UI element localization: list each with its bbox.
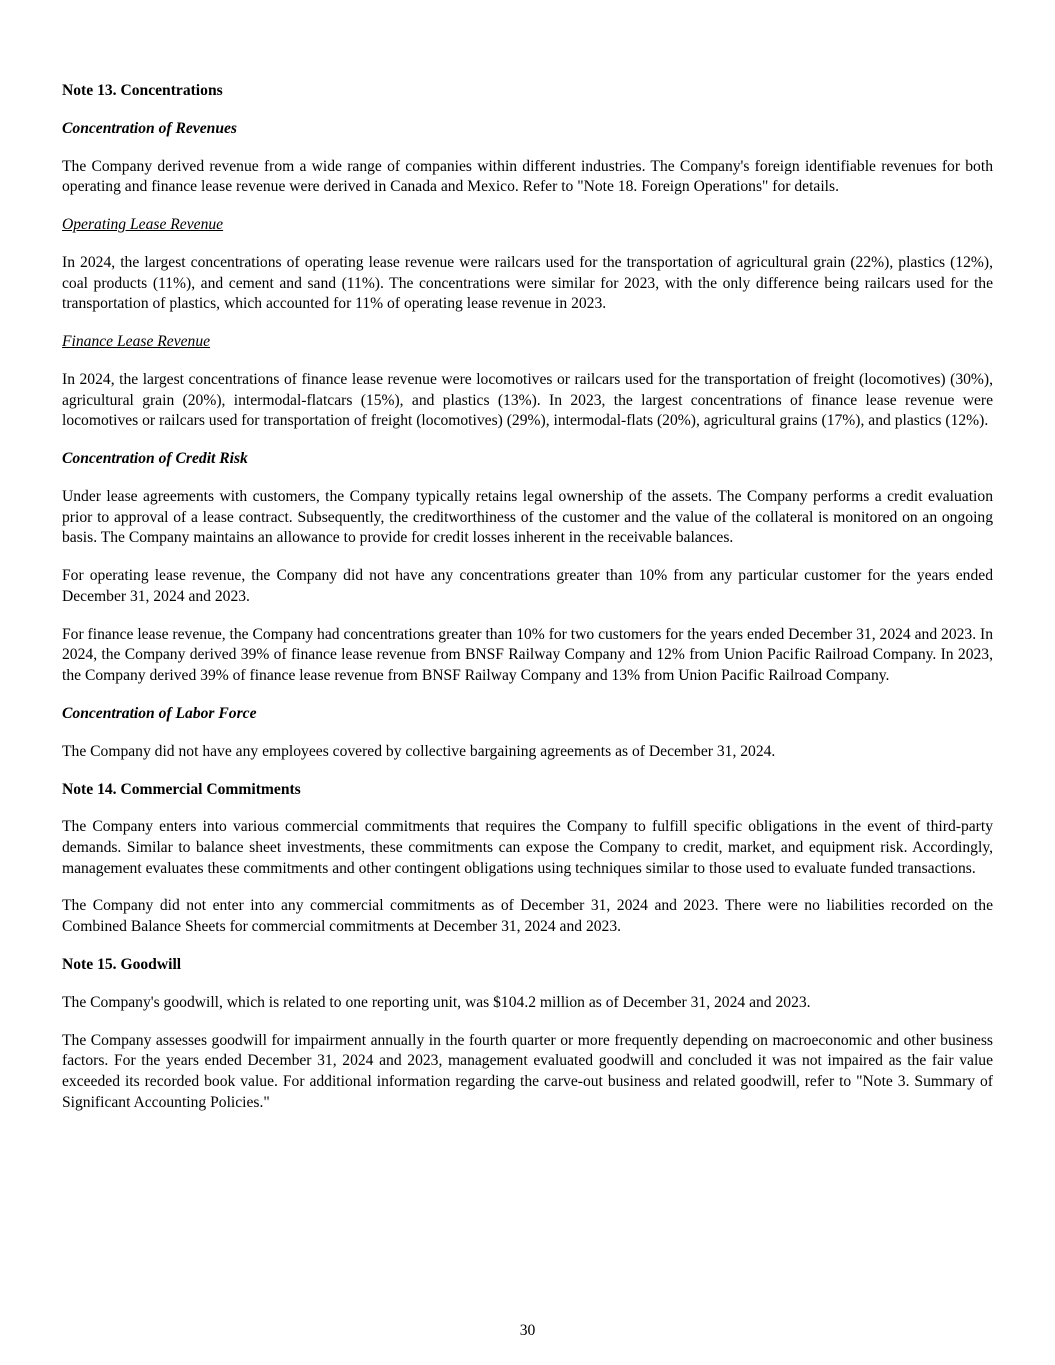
finance-lease-paragraph: In 2024, the largest concentrations of finance lease revenue were locomotives or railcars used for the transportation of freight (locomotives) (30%), agricultural grain (20%), intermodal-flatcars (15%), and plastics (13%). In 2023, the largest concentrations of finance lease revenue were locomotives or railcars used for transportation of freight (locomotives) (29%), intermodal-flats (20%), agricultural grains (17%), and plastics (12%).	[62, 371, 993, 430]
operating-lease-revenue-heading: Operating Lease Revenue	[62, 216, 224, 234]
goodwill-paragraph-1: The Company's goodwill, which is related to one reporting unit, was $104.2 million as of December 31, 2024 and 2023.	[62, 993, 811, 1011]
credit-risk-paragraph-2: For operating lease revenue, the Company did not have any concentrations greater than 10% from any particular customer for the years ended December 31, 2024 and 2023.	[62, 567, 993, 605]
commitments-paragraph-2: The Company did not enter into any commercial commitments as of December 31, 2024 and 2023. There were no liabilities recorded on the Combined Balance Sheets for commercial commitments at December 31, 2024 and 2023.	[62, 897, 993, 936]
revenues-paragraph: The Company derived revenue from a wide range of companies within different industries. The Company's foreign identifiable revenues for both operating and finance lease revenue were derived in Canada and Mexico. Refer to "Note 18. Foreign Operations" for details.	[62, 157, 993, 196]
note-13-title: Note 13. Concentrations	[62, 82, 223, 99]
note-15-title: Note 15. Goodwill	[62, 955, 182, 973]
credit-risk-paragraph-1: Under lease agreements with customers, the Company typically retains legal ownership of the assets. The Company performs a credit evaluation prior to approval of a lease contract. Subsequently, the creditworthiness of the customer and the value of the collateral is monitored on an ongoing basis. The Company maintains an allowance to provide for credit losses inherent in the receivable balances.	[62, 488, 993, 547]
finance-lease-revenue-heading: Finance Lease Revenue	[62, 333, 211, 351]
concentration-of-credit-risk-heading: Concentration of Credit Risk	[62, 450, 248, 468]
goodwill-paragraph-2: The Company assesses goodwill for impairment annually in the fourth quarter or more frequently depending on macroeconomic and other business factors. For the years ended December 31, 2024 and 2023, management evaluated goodwill and concluded it was not impaired as the fair value exceeded its recorded book value. For additional information regarding the carve-out business and related goodwill, refer to "Note 3. Summary of Significant Accounting Policies."	[62, 1031, 993, 1111]
concentration-of-revenues-heading: Concentration of Revenues	[62, 119, 238, 137]
page-number: 30	[519, 1322, 536, 1339]
operating-lease-paragraph: In 2024, the largest concentrations of operating lease revenue were railcars used for the transportation of agricultural grain (22%), plastics (12%), coal products (11%), and cement and sand (11%). The concentrations were similar for 2023, with the only difference being railcars used for the transportation of plastics, which accounted for 11% of operating lease revenue in 2023.	[62, 254, 993, 313]
concentration-of-labor-force-heading: Concentration of Labor Force	[62, 704, 257, 722]
credit-risk-paragraph-3: For finance lease revenue, the Company had concentrations greater than 10% for two customers for the years ended December 31, 2024 and 2023. In 2024, the Company derived 39% of finance lease revenue from BNSF Railway Company and 12% from Union Pacific Railroad Company. In 2023, the Company derived 39% of finance lease revenue from BNSF Railway Company and 13% from Union Pacific Railroad Company.	[62, 625, 993, 684]
note-14-title: Note 14. Commercial Commitments	[62, 780, 301, 798]
commitments-paragraph-1: The Company enters into various commercial commitments that requires the Company to fulfill specific obligations in the event of third-party demands. Similar to balance sheet investments, these commitments can expose the Company to credit, market, and equipment risk. Accordingly, management evaluates these commitments and other contingent obligations using techniques similar to those used to evaluate funded transactions.	[62, 818, 993, 877]
labor-force-paragraph: The Company did not have any employees covered by collective bargaining agreements as of December 31, 2024.	[62, 742, 776, 760]
document-page	[62, 81, 993, 1130]
